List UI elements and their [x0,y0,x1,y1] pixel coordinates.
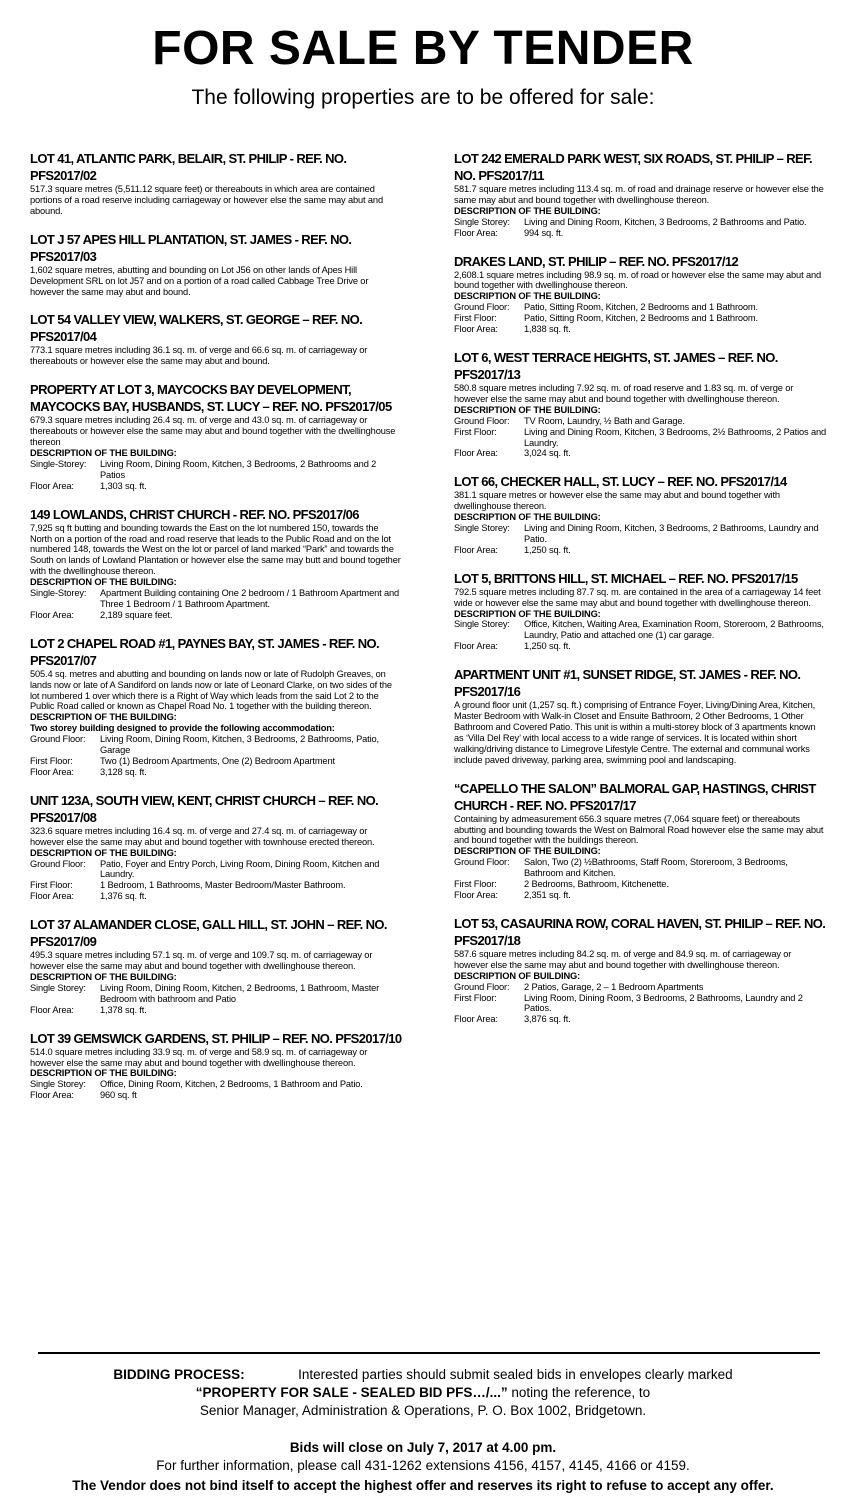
lot-listing [454,473,826,555]
detail-label: Single Storey: [454,619,510,630]
bidding-text: Interested parties should submit sealed bids in envelopes clearly marked [298,1367,733,1382]
building-detail-row [30,588,402,610]
detail-label: Floor Area: [454,227,498,238]
detail-label: Ground Floor: [454,981,510,992]
bidding-label: BIDDING PROCESS: [113,1367,245,1382]
building-description-heading: DESCRIPTION OF THE BUILDING: [454,608,601,619]
detail-label: Single Storey: [30,1079,86,1090]
building-detail-row [454,313,826,324]
lot-heading: LOT 53, CASAURINA ROW, CORAL HAVEN, ST. PHILIP – REF. NO. PFS2017/18 [454,915,826,948]
lot-listing [454,570,826,652]
lot-description: 495.3 square metres including 57.1 sq. m. of verge and 109.7 sq. m. of carriageway or however else the same may abut and bound together with dwellinghouse thereon. [30,950,373,972]
building-detail-row [30,734,402,756]
detail-label: Ground Floor: [30,858,86,869]
detail-value: TV Room, Laundry, ½ Bath and Garage. [524,415,685,426]
detail-label: First Floor: [454,879,497,890]
detail-value: 2 Bedrooms, Bathroom, Kitchenette. [524,879,669,890]
lot-description: 514.0 square metres including 33.9 sq. m. of verge and 58.9 sq. m. of carriageway or however else the same may abut and bound together with dwellinghouse thereon. [30,1046,368,1068]
building-description-heading: DESCRIPTION OF THE BUILDING: [454,846,601,857]
detail-value: 2 Patios, Garage, 2 – 1 Bedroom Apartments [524,981,704,992]
lot-description: 517.3 square metres (5,511.12 square feet) or thereabouts in which area are contained portions of a road reserve including carriageway or however else the same may abut and abound. [30,184,383,216]
lot-description: 587.6 square metres including 84.2 sq. m. of verge and 84.9 sq. m. of carriageway or however else the same may abut and bound together with dwellinghouse thereon. [454,948,792,970]
building-detail-row [454,993,826,1015]
building-detail-row [30,1005,402,1016]
lot-listing [454,253,826,335]
lot-description: 679.3 square metres including 26.4 sq. m. of verge and 43.0 sq. m. of carriageway or thereabouts or however else the same may abut and bound together with the dwellinghouse thereon [30,415,396,448]
lot-description: 505.4 sq. metres and abutting and bounding on lands now or late of Rudolph Greaves, on lands now or late of A Sandiford on lands now or late of Leonard Clarke, on two sides of the lot numbered 1 over which there is a Right of Way which leads from the said Lot 2 to the Public Road called or known as Chapel Road No. 1 together with the building thereon. [30,668,392,712]
building-description-heading: DESCRIPTION OF THE BUILDING: [454,404,601,415]
detail-value: Two (1) Bedroom Apartments, One (2) Bedroom Apartment [100,756,335,766]
page-title: FOR SALE BY TENDER [152,22,694,75]
detail-value: 1,838 sq. ft. [524,324,571,335]
lot-heading: PROPERTY AT LOT 3, MAYCOCKS BAY DEVELOPMENT, MAYCOCKS BAY, HUSBANDS, ST. LUCY – REF. NO. PFS2017/05 [30,382,392,415]
detail-value: 3,876 sq. ft. [524,1014,571,1025]
detail-label: First Floor: [30,756,73,766]
building-detail-row [454,641,826,652]
building-detail-row [454,545,826,556]
detail-label: Single-Storey: [30,588,87,599]
building-detail-row [454,448,826,459]
building-detail-row [454,890,826,901]
detail-label: Ground Floor: [454,857,510,868]
building-description-heading: DESCRIPTION OF THE BUILDING: [454,205,601,216]
detail-value: 3,128 sq. ft. [100,766,147,777]
detail-value: 1,303 sq. ft. [100,480,147,491]
detail-label: Floor Area: [30,1004,74,1015]
lot-listing [30,311,402,367]
building-detail-row [30,891,402,902]
detail-label: Floor Area: [30,609,74,620]
lot-listing [30,916,402,1015]
building-description-heading: DESCRIPTION OF THE BUILDING: [30,712,177,723]
detail-value: Living and Dining Room, Kitchen, 3 Bedrooms, 2 Bathrooms and Patio. [524,216,807,227]
info-line: For further information, please call 431-1262 extensions 4156, 4157, 4145, 4166 or 4159. [156,1458,690,1473]
lot-description: A ground floor unit (1,257 sq. ft.) comprising of Entrance Foyer, Living/Dining Area, Kitchen, Master Bedroom with Walk-in Closet and Ensuite Bathroom, 2 Other Bedrooms, 1 Other Bathroom and Covered Patio. This unit is within a multi-storey block of 3 apartments known as ‘Villa Del Rey’ with local access to a wide range of services. It is located within short walking/driving distance to Limegrove Lifestyle Centre. The external and communal works include paved driveway, parking area, swimming pool and landscaping. [454,700,816,765]
building-detail-row [30,767,402,778]
building-detail-row [30,459,402,481]
detail-label: Floor Area: [30,480,74,491]
building-detail-row [454,302,826,313]
detail-label: Floor Area: [30,766,74,777]
lot-heading: LOT J 57 APES HILL PLANTATION, ST. JAMES - REF. NO. PFS2017/03 [30,231,352,264]
building-description-heading: DESCRIPTION OF THE BUILDING: [30,971,177,982]
lot-heading: LOT 54 VALLEY VIEW, WALKERS, ST. GEORGE – REF. NO. PFS2017/04 [30,312,363,345]
detail-value: 2,189 square feet. [100,609,173,620]
detail-value: Office, Dining Room, Kitchen, 2 Bedrooms, 1 Bathroom and Patio. [100,1079,363,1090]
lot-heading: LOT 242 EMERALD PARK WEST, SIX ROADS, ST. PHILIP – REF. NO. PFS2017/11 [454,151,813,183]
detail-value: 994 sq. ft. [524,227,564,238]
building-detail-row [30,481,402,492]
building-detail-row [454,879,826,890]
building-detail-row [30,983,402,1005]
lot-listing [30,792,402,902]
detail-value: 1,250 sq. ft. [524,544,571,555]
building-detail-row [454,523,826,545]
building-description-heading: DESCRIPTION OF THE BUILDING: [30,1068,177,1079]
detail-label: First Floor: [454,992,497,1003]
detail-label: Ground Floor: [454,415,510,426]
building-detail-row [30,859,402,881]
building-description-heading: DESCRIPTION OF THE BUILDING: [30,847,177,858]
building-detail-row [454,427,826,449]
detail-value: Living Room, Dining Room, Kitchen, 3 Bedrooms, 2 Bathrooms, Patio, Garage [100,734,379,756]
lot-heading: LOT 37 ALAMANDER CLOSE, GALL HILL, ST. JOHN – REF. NO. PFS2017/09 [30,917,387,950]
building-detail-row [454,324,826,335]
detail-value: 2,351 sq. ft. [524,889,571,900]
detail-label: First Floor: [30,880,73,891]
building-description-heading: DESCRIPTION OF THE BUILDING: [30,447,177,458]
lot-listing [30,1030,402,1102]
building-detail-row [454,416,826,427]
lot-heading: LOT 2 CHAPEL ROAD #1, PAYNES BAY, ST. JAMES - REF. NO. PFS2017/07 [30,635,380,668]
building-detail-row [454,217,826,228]
lot-description: 792.5 square metres including 87.7 sq. m. are contained in the area of a carriageway 14 feet wide or however else the same may abut and bound together with dwellinghouse thereon. [454,586,821,608]
lot-heading: LOT 66, CHECKER HALL, ST. LUCY – REF. NO. PFS2017/14 [454,474,787,490]
detail-value: 1 Bedroom, 1 Bathrooms, Master Bedroom/Master Bathroom. [100,880,346,891]
building-detail-row [454,228,826,239]
detail-label: First Floor: [454,426,497,437]
building-detail-row [30,1079,402,1090]
detail-label: Single-Storey: [30,458,87,469]
lot-heading: LOT 6, WEST TERRACE HEIGHTS, ST. JAMES – REF. NO. PFS2017/13 [454,349,778,382]
detail-value: 960 sq. ft [100,1090,137,1101]
lot-heading: LOT 39 GEMSWICK GARDENS, ST. PHILIP – REF. NO. PFS2017/10 [30,1030,402,1046]
lot-listing [30,506,402,621]
lot-description: 580.8 square metres including 7.92 sq. m. of road reserve and 1.83 sq. m. of verge or however else the same may abut and bound together with dwellinghouse thereon. [454,382,794,404]
building-detail-row [30,756,402,767]
lot-description: 7,925 sq ft butting and bounding towards the East on the lot numbered 150, towards the North on a portion of the road and road reserve that leads to the Public Road and on the lot numbered 148, towards the West on the lot or parcel of land marked “Park” and towards the South on lands of Lowland Plantation or however else the same may butt and bound together with the dwellinghouse thereon. [30,522,401,577]
lot-listing [454,666,826,765]
lot-heading: 149 LOWLANDS, CHRIST CHURCH - REF. NO. PFS2017/06 [30,506,359,522]
building-description-heading: DESCRIPTION OF BUILDING: [454,970,581,981]
lot-description: Containing by admeasurement 656.3 square metres (7,064 square feet) or thereabouts abutting and bounding towards the West on Balmoral Road however else the same may abut and bound together with the buildings thereon. [454,813,824,846]
building-description-heading: DESCRIPTION OF THE BUILDING: [30,577,177,588]
detail-value: Salon, Two (2) ½Bathrooms, Staff Room, Storeroom, 3 Bedrooms, Bathroom and Kitchen. [524,857,788,879]
lot-heading: LOT 41, ATLANTIC PARK, BELAIR, ST. PHILIP - REF. NO. PFS2017/02 [30,151,347,183]
detail-value: 1,378 sq. ft. [100,1004,147,1015]
lot-heading: APARTMENT UNIT #1, SUNSET RIDGE, ST. JAMES - REF. NO. PFS2017/16 [454,667,801,700]
detail-value: 1,376 sq. ft. [100,891,147,902]
lot-description: 381.1 square metres or however else the same may abut and bound together with dwellinghouse thereon. [454,490,780,512]
lot-description: 773.1 square metres including 36.1 sq. m. of verge and 66.6 sq. m. of carriageway or thereabouts or however else the same may abut and bound. [30,345,368,367]
detail-label: Floor Area: [30,891,74,902]
building-detail-row [454,982,826,993]
building-detail-row [30,1090,402,1101]
detail-value: Patio, Foyer and Entry Porch, Living Room, Dining Room, Kitchen and Laundry. [100,858,380,880]
detail-value: 1,250 sq. ft. [524,641,571,652]
detail-label: Single Storey: [454,216,510,227]
page-subtitle: The following properties are to be offered for sale: [191,86,655,109]
sealed-bid-label: “PROPERTY FOR SALE - SEALED BID PFS…/...” [195,1385,508,1400]
detail-label: Floor Area: [454,324,498,335]
left-column [30,150,402,1115]
detail-value: Living and Dining Room, Kitchen, 3 Bedrooms, 2 Bathrooms, Laundry and Patio. [524,523,819,544]
detail-value: Living Room, Dining Room, Kitchen, 2 Bedrooms, 1 Bathroom, Master Bedroom with bathroom and Patio [100,982,380,1004]
lot-listing [454,349,826,459]
lot-heading: “CAPELLO THE SALON” BALMORAL GAP, HASTINGS, CHRIST CHURCH - REF. NO. PFS2017/17 [454,780,816,813]
lot-heading: UNIT 123A, SOUTH VIEW, KENT, CHRIST CHURCH – REF. NO. PFS2017/08 [30,792,379,825]
detail-value: 3,024 sq. ft. [524,448,571,459]
detail-value: Patio, Sitting Room, Kitchen, 2 Bedrooms and 1 Bathroom. [524,313,758,324]
lot-listing [454,150,826,239]
lot-description: 581.7 square metres including 113.4 sq. m. of road and drainage reserve or however else the same may abut and bound together with dwellinghouse thereon. [454,184,824,205]
building-detail-row [30,880,402,891]
detail-label: Ground Floor: [30,734,86,745]
detail-label: Floor Area: [454,1014,498,1025]
lot-listing [30,381,402,491]
detail-value: Living Room, Dining Room, 3 Bedrooms, 2 Bathrooms, Laundry and 2 Patios. [524,992,803,1014]
detail-label: Floor Area: [454,641,498,652]
detail-value: Apartment Building containing One 2 bedroom / 1 Bathroom Apartment and Three 1 Bedroom / 1 Bathroom Apartment. [100,588,400,609]
detail-label: Floor Area: [30,1090,74,1101]
bidding-line [0,1366,846,1384]
building-detail-row [30,610,402,621]
building-description-heading: DESCRIPTION OF THE BUILDING: [454,512,601,523]
building-detail-row [454,619,826,641]
lot-description: 1,602 square metres, abutting and bounding on Lot J56 on other lands of Apes Hill Development SRL on lot J57 and on a portion of a road called Cabbage Tree Drive or however the same may abut and bound. [30,264,369,297]
building-description-heading: DESCRIPTION OF THE BUILDING: [454,291,601,302]
lot-description: 2,608.1 square metres including 98.9 sq. m. of road or however else the same may abut and bound together with dwellinghouse thereon. [454,269,822,291]
lot-listing [30,231,402,298]
close-date-line: Bids will close on July 7, 2017 at 4.00 pm. [289,1440,557,1455]
detail-label: Single Storey: [454,523,510,534]
noting-text: noting the reference, to [507,1385,651,1400]
detail-label: Floor Area: [454,544,498,555]
lot-listing [454,915,826,1025]
detail-label: Floor Area: [454,448,498,459]
building-type-heading: Two storey building designed to provide the following accommodation: [30,723,335,734]
lot-listing [30,635,402,778]
building-detail-row [454,1014,826,1025]
footer-divider [38,1352,820,1354]
lot-heading: DRAKES LAND, ST. PHILIP – REF. NO. PFS2017/12 [454,253,739,269]
lot-description: 323.6 square metres including 16.4 sq. m. of verge and 27.4 sq. m. of carriageway or however else the same may abut and bound together with townhouse erected thereon. [30,825,375,847]
building-detail-row [454,857,826,879]
lot-listing [454,780,826,901]
right-column [454,150,826,1039]
detail-value: Office, Kitchen, Waiting Area, Examination Room, Storeroom, 2 Bathrooms, Laundry, Patio and attached one (1) car garage. [524,619,824,641]
detail-label: Ground Floor: [454,302,510,313]
detail-value: Patio, Sitting Room, Kitchen, 2 Bedrooms and 1 Bathroom. [524,302,758,313]
sealed-bid-line [0,1384,846,1402]
detail-label: First Floor: [454,313,497,324]
vendor-disclaimer: The Vendor does not bind itself to accept the highest offer and reserves its right to refuse to accept any offer. [72,1478,774,1493]
detail-value: Living and Dining Room, Kitchen, 3 Bedrooms, 2½ Bathrooms, 2 Patios and Laundry. [524,426,827,448]
lot-listing [30,150,402,217]
lot-heading: LOT 5, BRITTONS HILL, ST. MICHAEL – REF. NO. PFS2017/15 [454,570,798,586]
detail-label: Single Storey: [30,982,86,993]
detail-value: Living Room, Dining Room, Kitchen, 3 Bedrooms, 2 Bathrooms and 2 Patios [100,458,377,480]
detail-label: Floor Area: [454,889,498,900]
address-line: Senior Manager, Administration & Operations, P. O. Box 1002, Bridgetown. [199,1403,647,1418]
